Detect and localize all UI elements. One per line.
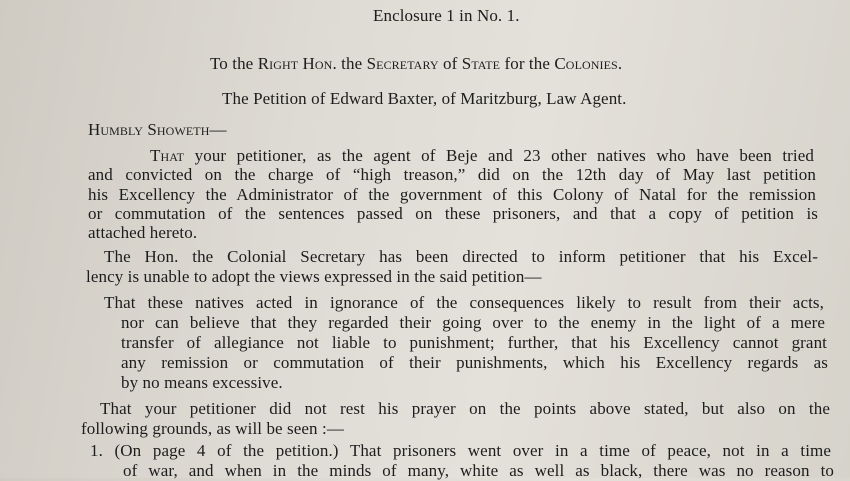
humbly-showeth: Humbly Showeth— bbox=[88, 120, 227, 139]
petition-title: The Petition of Edward Baxter, of Maritzburg, Law Agent. bbox=[222, 89, 627, 108]
item1-line2: of war, and when in the minds of many, white as well as black, there was no reason to bbox=[123, 461, 834, 480]
addressee-mid-2: of bbox=[443, 54, 458, 73]
paragraph3-line1: That your petitioner did not rest his prayer on the points above stated, but also on the bbox=[100, 399, 830, 418]
quote-line1: That these natives acted in ignorance of the consequences likely to result from their acts, bbox=[104, 293, 824, 312]
paragraph2-line2: lency is unable to adopt the views expressed in the said petition— bbox=[86, 267, 542, 286]
paragraph3-line2: following grounds, as will be seen :— bbox=[81, 419, 344, 438]
addressee-line bbox=[210, 54, 622, 74]
paragraph1-line1 bbox=[150, 146, 814, 166]
quote-line3: transfer of allegiance not liable to punishment; further, that his Excellency cannot grant bbox=[121, 333, 827, 352]
addressee-mid-1: the bbox=[341, 54, 363, 73]
paragraph2-line1: The Hon. the Colonial Secretary has been directed to inform petitioner that his Excel- bbox=[104, 247, 818, 266]
enclosure-heading: Enclosure 1 in No. 1. bbox=[373, 6, 520, 25]
paragraph1-line3: his Excellency the Administrator of the government of this Colony of Natal for the remission bbox=[88, 185, 816, 204]
addressee-title-state: State bbox=[461, 54, 501, 73]
paragraph1-line2: and convicted on the charge of “high treason,” did on the 12th day of May last petition bbox=[88, 165, 816, 184]
addressee-title-colonies: Colonies. bbox=[554, 54, 623, 73]
paragraph1-line4: or commutation of the sentences passed on these prisoners, and that a copy of petition is bbox=[88, 204, 818, 223]
addressee-title-secretary: Secretary bbox=[366, 54, 439, 73]
quote-line2: nor can believe that they regarded their going over to the enemy in the light of a mere bbox=[121, 313, 825, 332]
paragraph1-lead: That bbox=[150, 146, 185, 165]
addressee-prefix: To the bbox=[210, 54, 254, 73]
paragraph1-line1-text: your petitioner, as the agent of Beje and 23 other natives who have been tried bbox=[194, 146, 814, 165]
addressee-title-right-hon: Right Hon. bbox=[257, 54, 337, 73]
paragraph1-line5: attached hereto. bbox=[88, 223, 198, 242]
item1-line1: 1. (On page 4 of the petition.) That prisoners went over in a time of peace, not in a time bbox=[90, 441, 831, 460]
quote-line4: any remission or commutation of their punishments, which his Excellency regards as bbox=[121, 353, 828, 372]
addressee-mid-3: for the bbox=[504, 54, 550, 73]
quote-line5: by no means excessive. bbox=[121, 373, 283, 392]
